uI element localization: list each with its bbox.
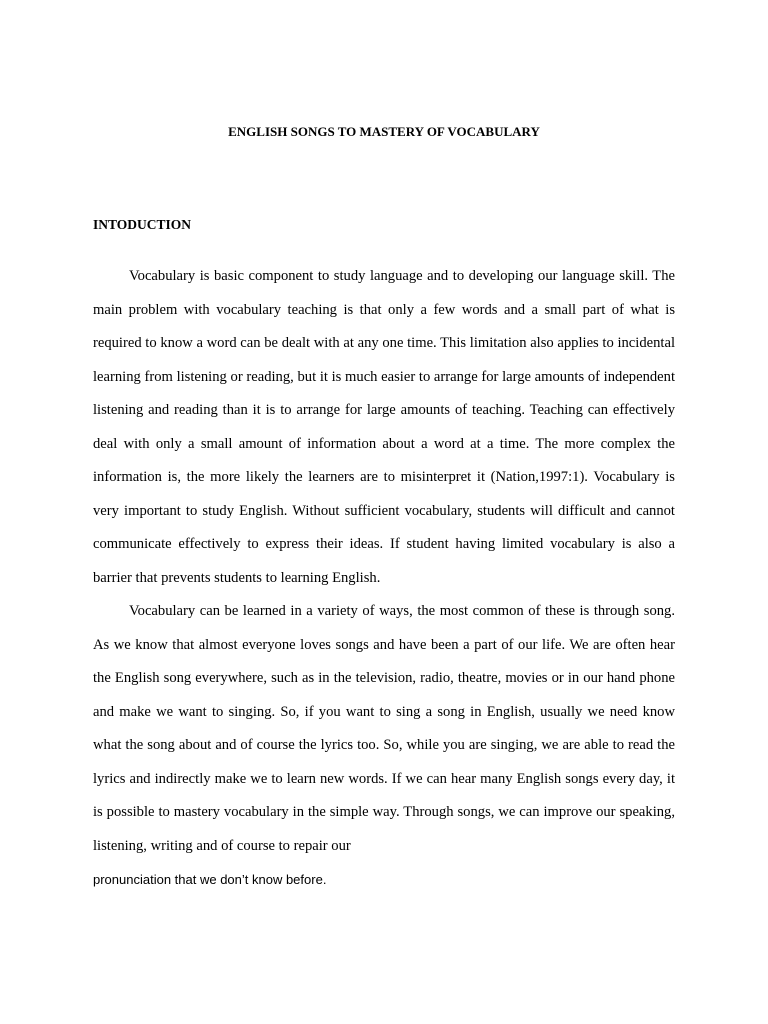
- paragraph-1: Vocabulary is basic component to study language and to developing our language skill. The main problem with vocabulary teaching is that only a few words and a small part of what is required to know a word can be dealt with at any one time. This limitation also applies to incidental learning from listening or reading, but it is much easier to arrange for large amounts of independent listening and reading than it is to arrange for large amounts of teaching. Teaching can effectively deal with only a small amount of information about a word at a time. The more complex the information is, the more likely the learners are to misinterpret it (Nation,1997:1). Vocabulary is very important to study English. Without sufficient vocabulary, students will difficult and cannot communicate effectively to express their ideas. If student having limited vocabulary is also a barrier that prevents students to learning English.: [93, 268, 675, 586]
- body-text: [93, 260, 675, 897]
- paragraph-2-final-line: pronunciation that we don’t know before.: [93, 872, 327, 887]
- section-heading: INTODUCTION: [93, 217, 192, 232]
- paragraph-2: Vocabulary can be learned in a variety of ways, the most common of these is through song. As we know that almost everyone loves songs and have been a part of our life. We are often hear the English song everywhere, such as in the television, radio, theatre, movies or in our hand phone and make we want to singing. So, if you want to sing a song in English, usually we need know what the song about and of course the lyrics too. So, while you are singing, we are able to read the lyrics and indirectly make we to learn new words. If we can hear many English songs every day, it is possible to mastery vocabulary in the simple way. Through songs, we can improve our speaking, listening, writing and of course to repair our: [93, 603, 675, 854]
- document-title: ENGLISH SONGS TO MASTERY OF VOCABULARY: [228, 124, 540, 139]
